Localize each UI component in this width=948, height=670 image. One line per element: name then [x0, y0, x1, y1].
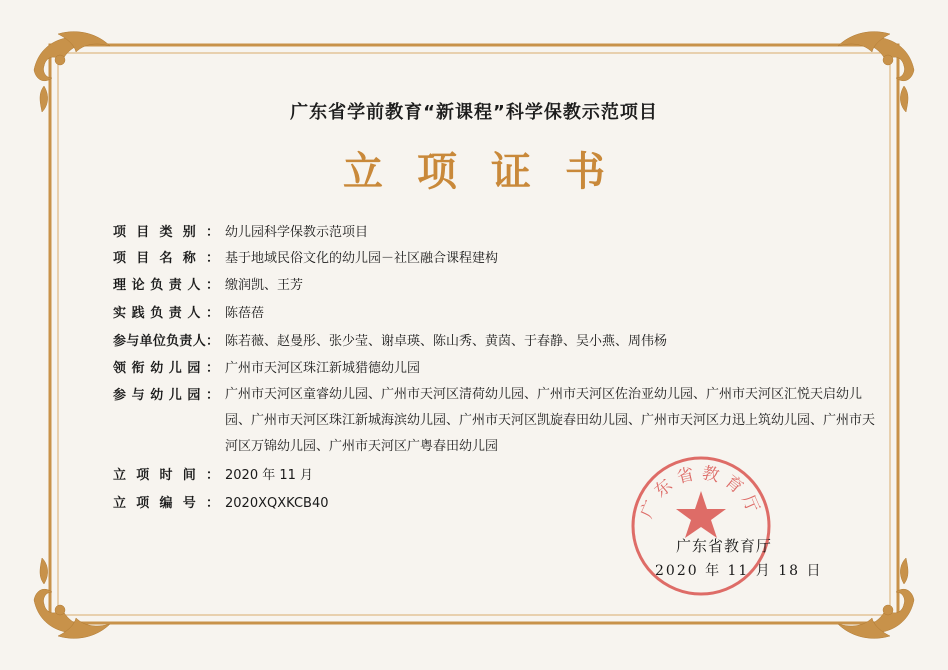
field-value: 2020 年 11 月: [225, 468, 314, 483]
field-label: 参 与 幼 儿 园 ：: [113, 388, 219, 403]
field-value: 陈蓓蓓: [225, 306, 265, 321]
field-label: 参 与 单 位 负 责 人 ：: [113, 334, 219, 349]
field-label: 领 衔 幼 儿 园 ：: [113, 361, 219, 376]
field-label: 项 目 类 别 ：: [113, 225, 219, 240]
field-label: 立 项 时 间 ：: [113, 468, 219, 483]
field-label: 立 项 编 号 ：: [113, 496, 219, 511]
field-value: 广州市天河区童睿幼儿园、广州市天河区清荷幼儿园、广州市天河区佐治亚幼儿园、广州市天河区汇悦天启幼儿园、广州市天河区珠江新城海滨幼儿园、广州市天河区凯旋春田幼儿园、广州市天河区力迅上筑幼儿园、广州市天河区万锦幼儿园、广州市天河区广粤春田幼儿园: [225, 387, 876, 454]
field-value: 幼儿园科学保教示范项目: [225, 225, 369, 240]
field-value: 2020XQXKCB40: [225, 496, 329, 511]
field-value: 广州市天河区珠江新城猎德幼儿园: [225, 361, 421, 376]
certificate-title: 立项证书: [343, 148, 639, 195]
field-value: 陈若薇、赵曼彤、张少莹、谢卓瑛、陈山秀、黄茵、于春静、吴小燕、周伟杨: [225, 334, 668, 349]
certificate-subtitle: 广东省学前教育“新课程”科学保教示范项目: [290, 102, 658, 123]
field-label: 项 目 名 称 ：: [113, 251, 219, 266]
corner-ornament-bottom-right: [838, 558, 914, 638]
corner-ornament-bottom-left: [34, 558, 110, 638]
seal-text: 广东省教育厅: [636, 463, 766, 522]
field-value: 基于地域民俗文化的幼儿园－社区融合课程建构: [225, 251, 499, 266]
field-value: 缴润凯、王芳: [225, 278, 304, 293]
seal-star-icon: [676, 491, 726, 538]
field-label: 实 践 负 责 人 ：: [113, 306, 219, 321]
issuer-name: 广东省教育厅: [676, 537, 773, 555]
field-label: 理 论 负 责 人 ：: [113, 278, 219, 293]
issue-date: 2020 年 11 月 18 日: [655, 563, 823, 579]
